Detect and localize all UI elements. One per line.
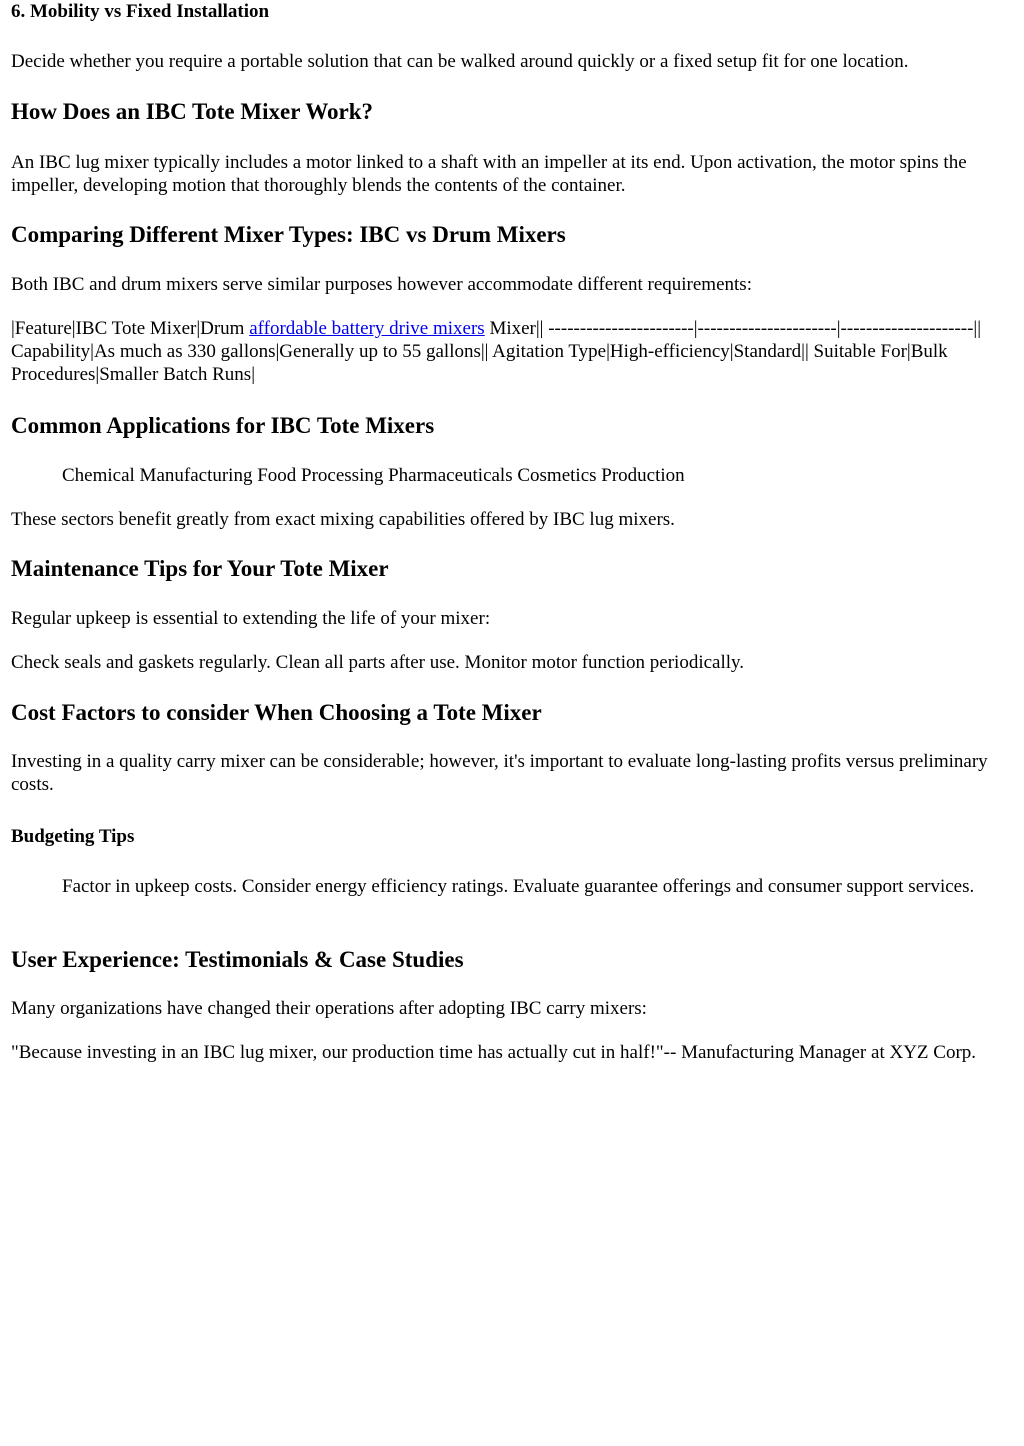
applications-text: These sectors benefit greatly from exact mixing capabilities offered by IBC lug mixers. <box>11 509 675 530</box>
cost-text: Investing in a quality carry mixer can be considerable; however, it's important to evaluate long-lasting profits versus preliminary costs. <box>11 751 988 795</box>
table-text-start: |Feature|IBC Tote Mixer|Drum <box>11 318 250 339</box>
budgeting-tips-heading: Budgeting Tips <box>11 826 135 847</box>
maintenance-heading: Maintenance Tips for Your Tote Mixer <box>11 556 389 581</box>
experience-heading: User Experience: Testimonials & Case Studies <box>11 947 464 972</box>
testimonial-quote: "Because investing in an IBC lug mixer, our production time has actually cut in half!"-- Manufacturing Manager at XYZ Corp. <box>11 1042 977 1063</box>
cost-heading: Cost Factors to consider When Choosing a Tote Mixer <box>11 700 542 725</box>
comparing-intro: Both IBC and drum mixers serve similar purposes however accommodate different requirements: <box>11 274 752 295</box>
table-text-end: Mixer|| -----------------------|----------------------|---------------------|| Capability|As much as 330 gallons|Generally up to 55 gallons|| Agitation Type|High-efficiency|Standard|| Suitable For|Bulk Procedures|Smaller Batch Runs| <box>11 318 982 385</box>
how-it-works-text: An IBC lug mixer typically includes a motor linked to a shaft with an impeller at its end. Upon activation, the motor spins the impeller, developing motion that thoroughly blends the contents of the container. <box>11 152 967 196</box>
applications-list: Chemical Manufacturing Food Processing Pharmaceuticals Cosmetics Production <box>62 465 685 486</box>
budgeting-tips-list: Factor in upkeep costs. Consider energy efficiency ratings. Evaluate guarantee offerings and consumer support services. <box>62 876 975 897</box>
comparing-heading: Comparing Different Mixer Types: IBC vs Drum Mixers <box>11 222 566 247</box>
how-it-works-heading: How Does an IBC Tote Mixer Work? <box>11 99 374 124</box>
affordable-battery-drive-mixers-link[interactable]: affordable battery drive mixers <box>249 318 485 339</box>
applications-heading: Common Applications for IBC Tote Mixers <box>11 413 435 438</box>
mobility-text: Decide whether you require a portable solution that can be walked around quickly or a fixed setup fit for one location. <box>11 51 909 72</box>
experience-intro: Many organizations have changed their operations after adopting IBC carry mixers: <box>11 998 647 1019</box>
comparison-table-text <box>11 317 1015 386</box>
mobility-heading: 6. Mobility vs Fixed Installation <box>11 1 270 22</box>
maintenance-tips: Check seals and gaskets regularly. Clean all parts after use. Monitor motor function periodically. <box>11 652 745 673</box>
maintenance-intro: Regular upkeep is essential to extending the life of your mixer: <box>11 608 491 629</box>
